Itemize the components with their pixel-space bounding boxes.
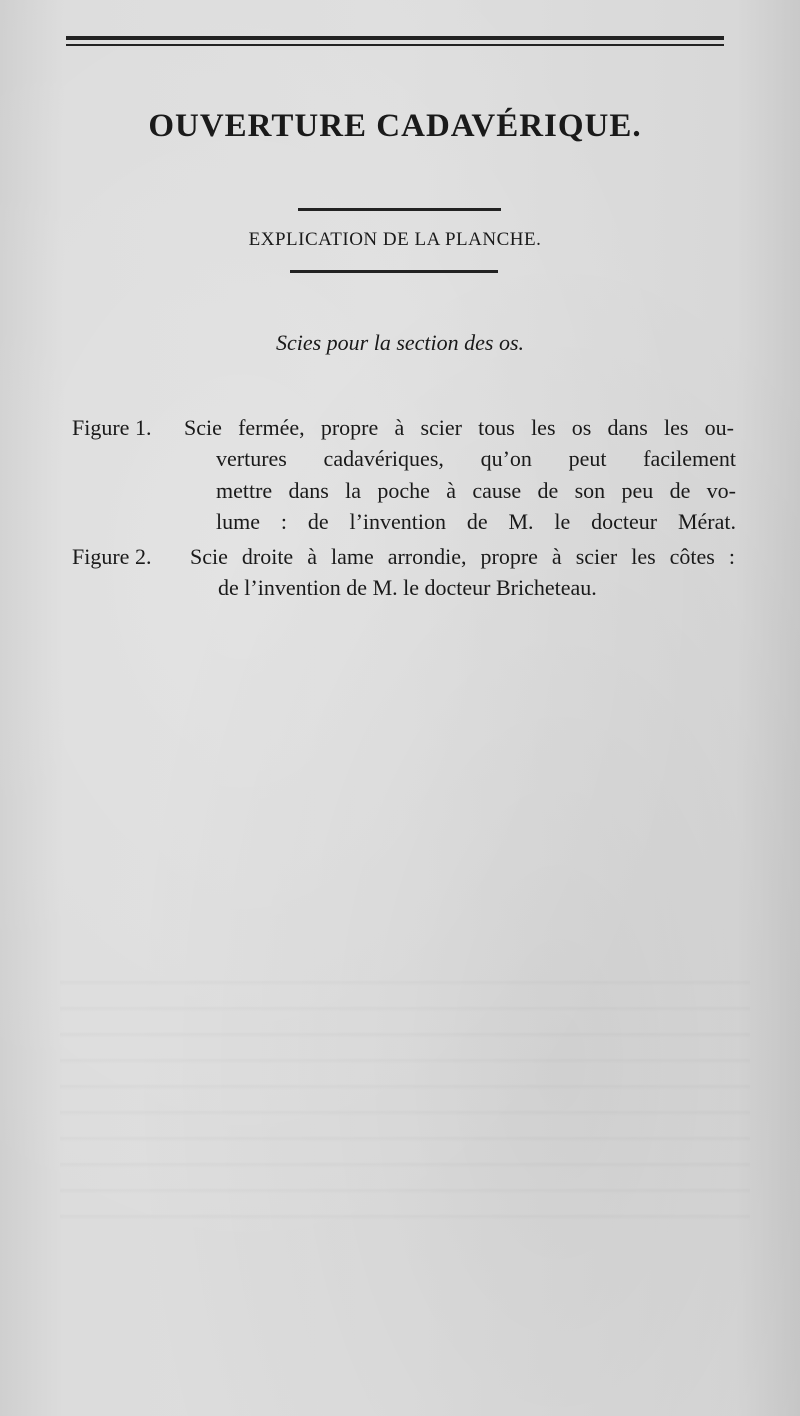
page-title: OUVERTURE CADAVÉRIQUE. <box>148 108 642 144</box>
figure-2-label: Figure 2. <box>72 544 152 569</box>
figure-1-line-4: lume : de l’invention de M. le docteur Mérat. <box>216 509 736 534</box>
header-rule-thin <box>66 44 724 46</box>
subtitle-rule-top <box>298 208 501 211</box>
subtitle-rule-bottom <box>290 270 498 273</box>
figure-1-entry <box>72 412 737 538</box>
figure-1-line-3: mettre dans la poche à cause de son peu de vo- <box>216 478 736 503</box>
show-through-text <box>60 960 750 1230</box>
header-rule-thick <box>66 36 724 40</box>
plate-explanation-heading: EXPLICATION DE LA PLANCHE. <box>248 229 542 250</box>
figure-2-entry <box>72 541 737 605</box>
figure-1-line-2: vertures cadavériques, qu’on peut facilement <box>216 446 736 471</box>
figure-2-line-1: Scie droite à lame arrondie, propre à scier les côtes : <box>190 544 735 569</box>
header-double-rule <box>66 36 724 48</box>
section-heading: Scies pour la section des os. <box>275 330 525 355</box>
figure-1-label: Figure 1. <box>72 415 152 440</box>
figure-1-line-1: Scie fermée, propre à scier tous les os dans les ou- <box>184 415 734 440</box>
figure-2-line-2: de l’invention de M. le docteur Bricheteau. <box>218 575 597 600</box>
